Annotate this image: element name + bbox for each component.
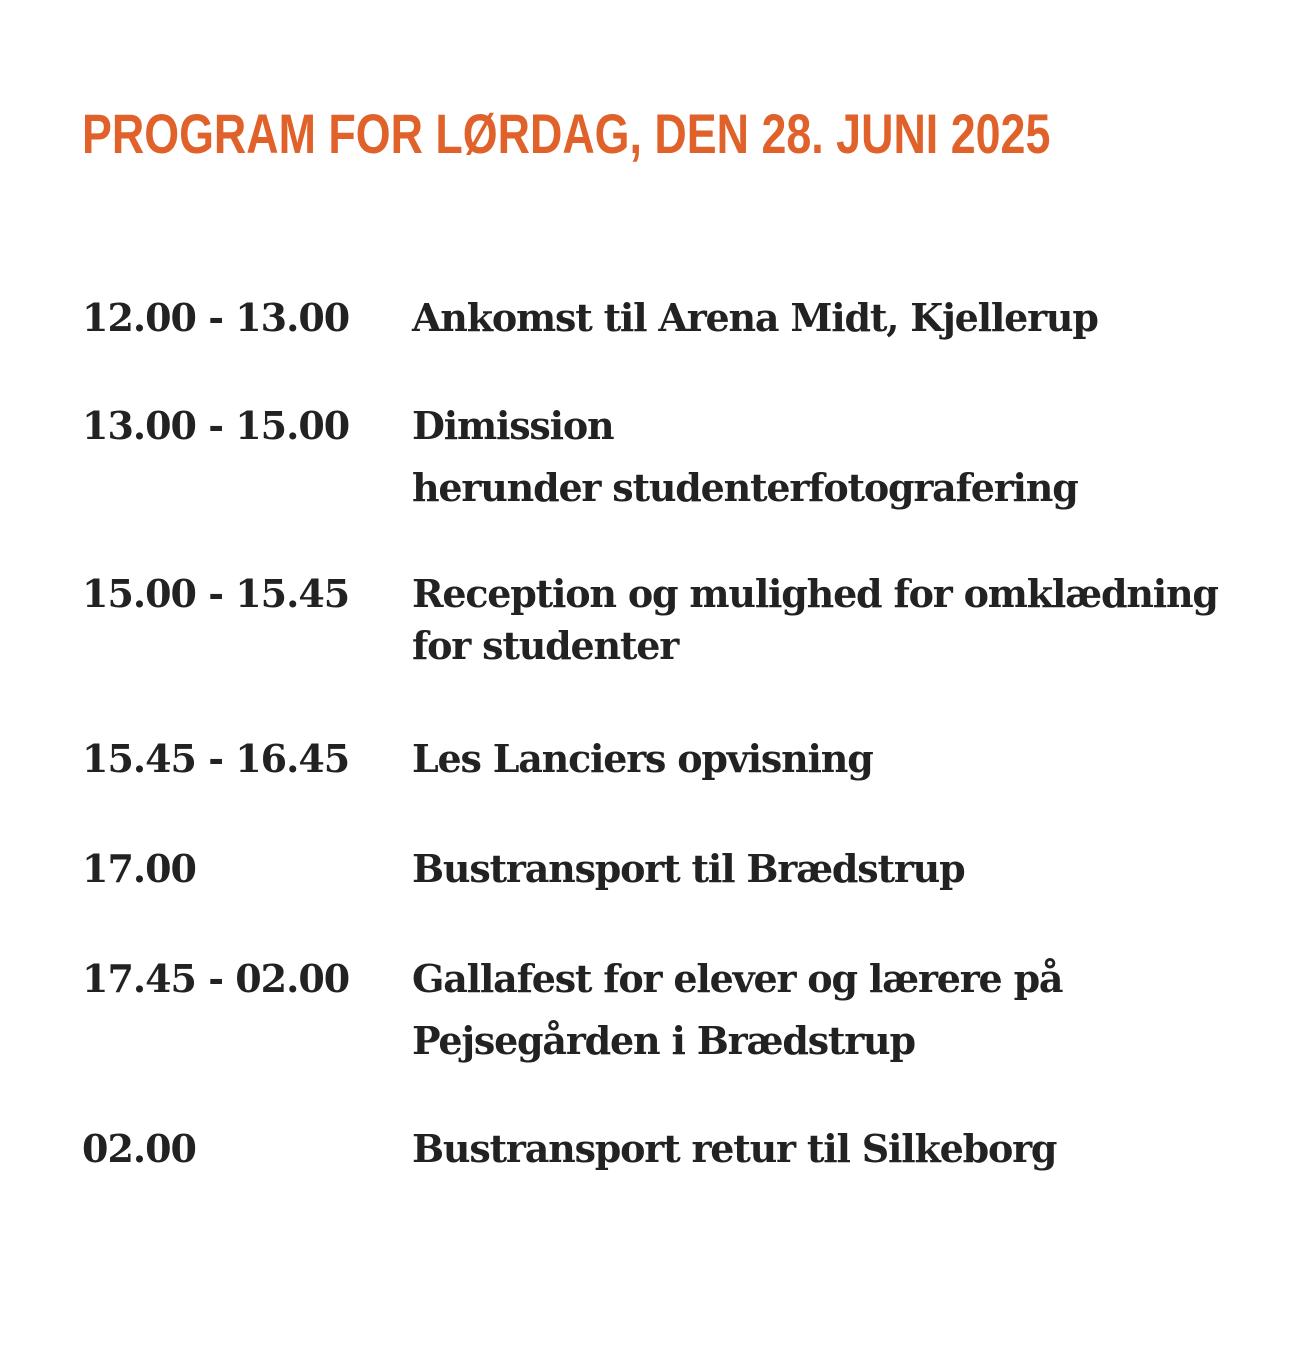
schedule-time: 17.45 - 02.00 xyxy=(82,956,350,1001)
schedule-event-line: Bustransport retur til Silkeborg xyxy=(412,1126,1057,1171)
schedule-time: 13.00 - 15.00 xyxy=(82,403,350,448)
schedule-time: 17.00 xyxy=(82,846,196,891)
schedule-event xyxy=(412,398,1302,516)
schedule-event-line: Reception og mulighed for omklædning xyxy=(412,571,1218,616)
schedule-event xyxy=(412,1121,1302,1177)
schedule-time: 15.45 - 16.45 xyxy=(82,736,350,781)
schedule-event xyxy=(412,841,1302,897)
page-title: PROGRAM FOR LØRDAG, DEN 28. JUNI 2025 xyxy=(82,102,1051,165)
schedule-event-line: Bustransport til Brædstrup xyxy=(412,846,965,891)
schedule-event-line: Pejsegården i Brædstrup xyxy=(412,1018,915,1063)
schedule-time: 15.00 - 15.45 xyxy=(82,571,350,616)
schedule-event xyxy=(412,951,1302,1069)
schedule-event xyxy=(412,731,1302,787)
schedule-event-line: for studenter xyxy=(412,623,679,668)
schedule-event-line: Ankomst til Arena Midt, Kjellerup xyxy=(412,295,1098,340)
schedule-time: 02.00 xyxy=(82,1126,196,1171)
schedule-event xyxy=(412,566,1302,674)
schedule-event-line: herunder studenterfotografering xyxy=(412,465,1078,510)
schedule-time: 12.00 - 13.00 xyxy=(82,295,350,340)
schedule-event-line: Gallafest for elever og lærere på xyxy=(412,956,1063,1001)
program-schedule xyxy=(82,0,1302,1349)
schedule-event-line: Dimission xyxy=(412,403,614,448)
schedule-event xyxy=(412,290,1302,346)
schedule-event-line: Les Lanciers opvisning xyxy=(412,736,873,781)
